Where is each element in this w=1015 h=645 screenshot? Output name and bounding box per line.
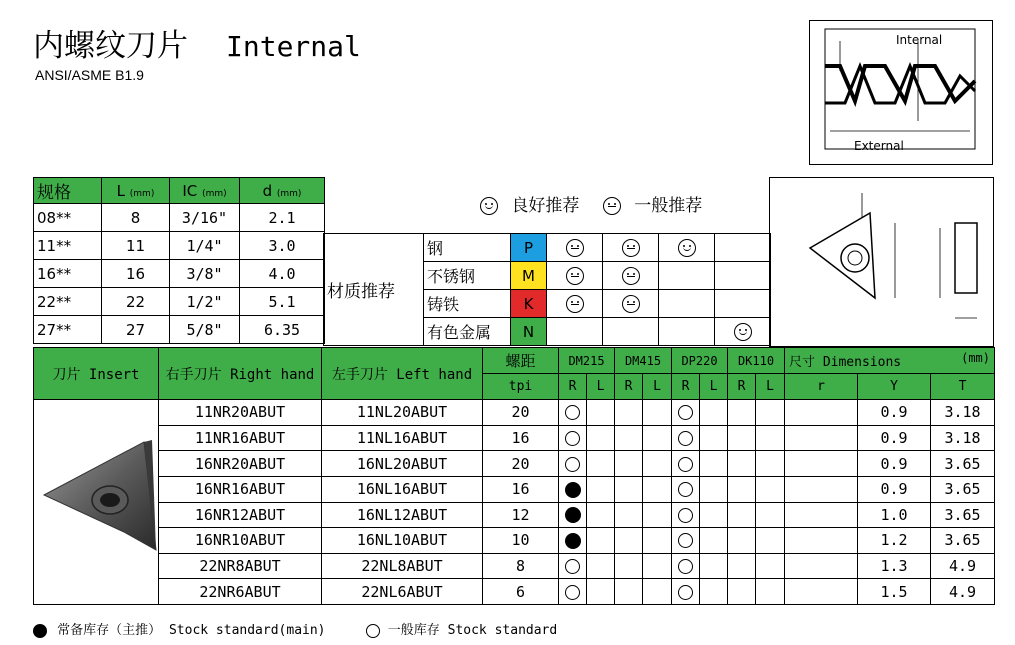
size-row: 11** 11 1/4" 3.0 bbox=[34, 232, 325, 260]
right-hand-code: 22NR8ABUT bbox=[159, 553, 322, 579]
title-cn: 内螺纹刀片 bbox=[33, 28, 188, 64]
good-face-icon bbox=[678, 239, 696, 257]
stock-legend bbox=[33, 619, 557, 638]
product-row bbox=[34, 476, 995, 502]
neutral-face-icon bbox=[566, 267, 584, 285]
open-circle-icon bbox=[366, 624, 380, 638]
header-d: d (mm) bbox=[240, 178, 325, 204]
dim-y: 0.9 bbox=[858, 451, 931, 477]
open-circle-icon bbox=[565, 405, 580, 420]
open-circle-icon bbox=[678, 457, 693, 472]
legend-general-label: 一般推荐 bbox=[634, 196, 703, 216]
header-right-hand: 右手刀片 Right hand bbox=[159, 348, 322, 400]
left-hand-code: 22NL6ABUT bbox=[322, 579, 483, 605]
open-circle-icon bbox=[565, 431, 580, 446]
open-circle-icon bbox=[678, 405, 693, 420]
open-circle-icon bbox=[678, 533, 693, 548]
filled-circle-icon bbox=[565, 507, 581, 523]
header-spec: 规格 bbox=[34, 178, 102, 204]
size-row: 27** 27 5/8" 6.35 bbox=[34, 316, 325, 344]
left-hand-code: 16NL10ABUT bbox=[322, 528, 483, 554]
neutral-face-icon bbox=[622, 295, 640, 313]
legend-good-label: 良好推荐 bbox=[511, 196, 580, 216]
open-circle-icon bbox=[678, 508, 693, 523]
filled-circle-icon bbox=[33, 624, 47, 638]
product-table bbox=[33, 347, 995, 605]
size-row: 22** 22 1/2" 5.1 bbox=[34, 288, 325, 316]
dim-t: 3.65 bbox=[931, 476, 995, 502]
product-row bbox=[34, 579, 995, 605]
dim-y: 0.9 bbox=[858, 400, 931, 426]
title-en: Internal bbox=[226, 30, 361, 63]
header-grade: DP220 bbox=[672, 348, 728, 374]
open-circle-icon bbox=[565, 559, 580, 574]
product-row bbox=[34, 425, 995, 451]
label-internal: Internal bbox=[896, 33, 943, 47]
header-l: L (mm) bbox=[102, 178, 170, 204]
dim-y: 1.0 bbox=[858, 502, 931, 528]
dim-r bbox=[785, 425, 858, 451]
size-table bbox=[33, 177, 325, 344]
insert-outline-drawing bbox=[770, 178, 993, 346]
legend-stock: 一般库存 Stock standard bbox=[387, 623, 558, 638]
open-circle-icon bbox=[565, 457, 580, 472]
right-hand-code: 16NR16ABUT bbox=[159, 476, 322, 502]
product-row bbox=[34, 502, 995, 528]
open-circle-icon bbox=[678, 431, 693, 446]
material-row: 有色金属 N bbox=[324, 318, 771, 346]
product-row bbox=[34, 451, 995, 477]
recommend-legend bbox=[480, 191, 702, 216]
dim-t: 3.18 bbox=[931, 425, 995, 451]
left-hand-code: 22NL8ABUT bbox=[322, 553, 483, 579]
dim-t: 4.9 bbox=[931, 553, 995, 579]
tpi-value: 12 bbox=[483, 502, 559, 528]
dim-y: 1.5 bbox=[858, 579, 931, 605]
legend-stock-main: 常备库存（主推） Stock standard(main) bbox=[57, 623, 326, 638]
tpi-value: 10 bbox=[483, 528, 559, 554]
right-hand-code: 22NR6ABUT bbox=[159, 579, 322, 605]
dim-r bbox=[785, 476, 858, 502]
neutral-face-icon bbox=[603, 197, 621, 215]
tpi-value: 16 bbox=[483, 425, 559, 451]
size-row: 08** 8 3/16" 2.1 bbox=[34, 204, 325, 232]
tpi-value: 20 bbox=[483, 451, 559, 477]
insert-dimension-drawing bbox=[769, 177, 994, 347]
open-circle-icon bbox=[678, 585, 693, 600]
right-hand-code: 11NR16ABUT bbox=[159, 425, 322, 451]
product-row bbox=[34, 400, 995, 426]
tpi-value: 8 bbox=[483, 553, 559, 579]
neutral-face-icon bbox=[566, 295, 584, 313]
thread-diagram bbox=[809, 20, 993, 165]
dim-r bbox=[785, 553, 858, 579]
standard-label: ANSI/ASME B1.9 bbox=[35, 67, 144, 83]
good-face-icon bbox=[734, 323, 752, 341]
neutral-face-icon bbox=[622, 267, 640, 285]
header-grade: DK110 bbox=[728, 348, 785, 374]
material-table bbox=[323, 233, 771, 346]
header-grade: DM415 bbox=[615, 348, 672, 374]
left-hand-code: 16NL16ABUT bbox=[322, 476, 483, 502]
product-header-1 bbox=[34, 348, 995, 374]
header-grade: DM215 bbox=[559, 348, 615, 374]
size-table-header bbox=[34, 178, 325, 204]
dim-r bbox=[785, 579, 858, 605]
open-circle-icon bbox=[678, 482, 693, 497]
open-circle-icon bbox=[565, 585, 580, 600]
insert-photo bbox=[34, 400, 157, 600]
right-hand-code: 16NR10ABUT bbox=[159, 528, 322, 554]
left-hand-code: 11NL20ABUT bbox=[322, 400, 483, 426]
material-row: 不锈钢 M bbox=[324, 262, 771, 290]
open-circle-icon bbox=[678, 559, 693, 574]
tpi-value: 16 bbox=[483, 476, 559, 502]
header-dimensions: 尺寸 Dimensions (mm) bbox=[785, 348, 995, 374]
filled-circle-icon bbox=[565, 533, 581, 549]
header-left-hand: 左手刀片 Left hand bbox=[322, 348, 483, 400]
dim-y: 1.3 bbox=[858, 553, 931, 579]
header-insert: 刀片 Insert bbox=[34, 348, 159, 400]
dim-y: 1.2 bbox=[858, 528, 931, 554]
right-hand-code: 11NR20ABUT bbox=[159, 400, 322, 426]
left-hand-code: 11NL16ABUT bbox=[322, 425, 483, 451]
dim-t: 3.65 bbox=[931, 451, 995, 477]
left-hand-code: 16NL12ABUT bbox=[322, 502, 483, 528]
left-hand-code: 16NL20ABUT bbox=[322, 451, 483, 477]
filled-circle-icon bbox=[565, 482, 581, 498]
dim-t: 3.65 bbox=[931, 502, 995, 528]
product-row bbox=[34, 528, 995, 554]
neutral-face-icon bbox=[566, 239, 584, 257]
product-row bbox=[34, 553, 995, 579]
right-hand-code: 16NR20ABUT bbox=[159, 451, 322, 477]
label-external: External bbox=[854, 139, 904, 153]
size-row: 16** 16 3/8" 4.0 bbox=[34, 260, 325, 288]
material-row: 铸铁 K bbox=[324, 290, 771, 318]
dim-t: 3.18 bbox=[931, 400, 995, 426]
header-pitch: 螺距 bbox=[483, 348, 559, 374]
dim-r bbox=[785, 451, 858, 477]
header-ic: IC (mm) bbox=[170, 178, 240, 204]
material-title: 材质推荐 bbox=[324, 234, 424, 346]
good-face-icon bbox=[480, 197, 498, 215]
dim-t: 3.65 bbox=[931, 528, 995, 554]
dim-r bbox=[785, 502, 858, 528]
tpi-value: 20 bbox=[483, 400, 559, 426]
right-hand-code: 16NR12ABUT bbox=[159, 502, 322, 528]
product-header-2: tpi R L R L R L R L r Y T bbox=[34, 374, 995, 400]
page-title bbox=[33, 20, 361, 65]
dim-r bbox=[785, 528, 858, 554]
dim-r bbox=[785, 400, 858, 426]
material-row: 材质推荐 钢 P bbox=[324, 234, 771, 262]
tpi-value: 6 bbox=[483, 579, 559, 605]
neutral-face-icon bbox=[622, 239, 640, 257]
dim-y: 0.9 bbox=[858, 425, 931, 451]
insert-image bbox=[34, 400, 159, 605]
dim-y: 0.9 bbox=[858, 476, 931, 502]
dim-t: 4.9 bbox=[931, 579, 995, 605]
